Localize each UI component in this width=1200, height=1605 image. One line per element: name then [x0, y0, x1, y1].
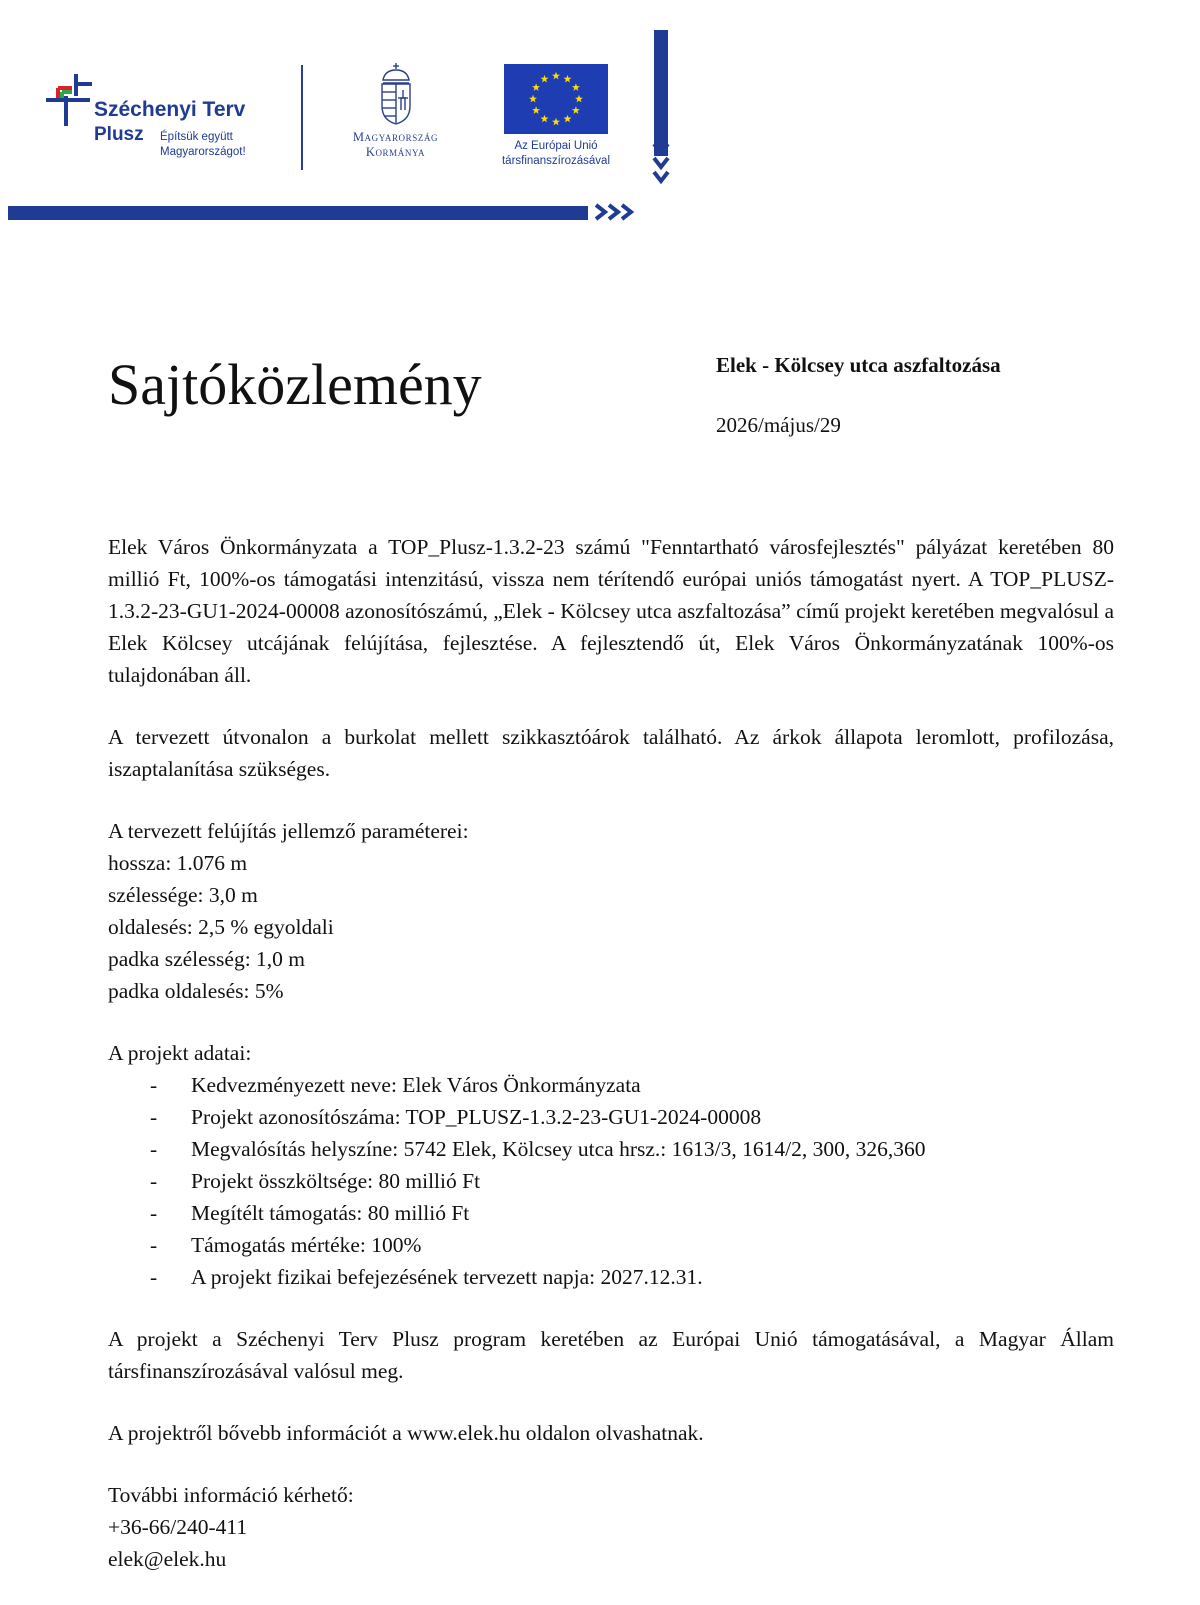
list-item-text: Kedvezményezett neve: Elek Város Önkormányzata — [191, 1073, 641, 1097]
list-item — [108, 1261, 1114, 1293]
government-logo-line2: Kormánya — [365, 145, 426, 159]
project-data-heading: A projekt adatai: — [108, 1041, 252, 1065]
list-item — [108, 1165, 1114, 1197]
document-title: Sajtóközlemény — [108, 352, 482, 417]
szechenyi-logo-slogan: Építsük együtt Magyarországot! — [160, 131, 246, 158]
parameters-heading: A tervezett felújítás jellemző paraméterei: — [108, 819, 469, 843]
document-body — [108, 531, 1114, 1605]
eu-logo — [476, 64, 636, 169]
coat-of-arms-icon — [377, 62, 415, 126]
contact-phone: +36-66/240-411 — [108, 1515, 248, 1539]
parameter-item: padka szélesség: 1,0 m — [108, 947, 306, 971]
header-banner — [0, 0, 680, 230]
bullet-dash: - — [150, 1137, 158, 1161]
program-paragraph: A projekt a Széchenyi Terv Plusz program keretében az Európai Unió támogatásával, a Magyar Állam társfinanszírozásával valósul meg. — [108, 1327, 1114, 1383]
szechenyi-logo-name: Széchenyi Terv — [94, 98, 246, 121]
list-item-text: Projekt azonosítószáma: TOP_PLUSZ-1.3.2-23-GU1-2024-00008 — [191, 1105, 762, 1129]
bullet-dash: - — [150, 1233, 158, 1257]
contact-email: elek@elek.hu — [108, 1547, 227, 1571]
bullet-dash: - — [150, 1169, 158, 1193]
chevrons-down-icon — [652, 140, 670, 202]
parameter-item: hossza: 1.076 m — [108, 851, 248, 875]
project-data-list — [108, 1069, 1114, 1293]
list-item — [108, 1197, 1114, 1229]
bullet-dash: - — [150, 1073, 158, 1097]
contact-section — [108, 1479, 1114, 1575]
logo-divider — [301, 65, 303, 170]
parameters-section — [108, 815, 1114, 1007]
szechenyi-terv-plusz-logo — [42, 72, 272, 162]
list-item-text: Megítélt támogatás: 80 millió Ft — [191, 1201, 470, 1225]
list-item-text: Projekt összköltsége: 80 millió Ft — [191, 1169, 481, 1193]
parameter-item: oldalesés: 2,5 % egyoldali — [108, 915, 334, 939]
chevrons-right-icon — [594, 203, 650, 221]
eu-logo-line1: Az Európai Unió — [514, 140, 598, 152]
contact-heading: További információ kérhető: — [108, 1483, 354, 1507]
intro-paragraph: Elek Város Önkormányzata a TOP_Plusz-1.3.2-23 számú "Fenntartható városfejlesztés" pályázat keretében 80 millió Ft, 100%-os támogatási intenzitású, vissza nem térítendő európai uniós támogatást nyert. A TOP_PLUSZ-1.3.2-23-GU1-2024-00008 azonosítószámú, „Elek - Kölcsey utca aszfaltozása” című projekt keretében megvalósul a Elek Kölcsey utcájának felújítása, fejlesztése. A fejlesztendő út, Elek Város Önkormányzatának 100%-os tulajdonában áll. — [108, 535, 1114, 687]
list-item — [108, 1229, 1114, 1261]
route-paragraph: A tervezett útvonalon a burkolat mellett szikkasztóárok található. Az árkok állapota leromlott, profilozása, iszaptalanítása szükséges. — [108, 725, 1114, 781]
list-item-text: A projekt fizikai befejezésének tervezett napja: 2027.12.31. — [191, 1265, 703, 1289]
list-item-text: Megvalósítás helyszíne: 5742 Elek, Kölcsey utca hrsz.: 1613/3, 1614/2, 300, 326,360 — [191, 1137, 926, 1161]
more-info-paragraph: A projektről bővebb információt a www.elek.hu oldalon olvashatnak. — [108, 1421, 704, 1445]
document-date: 2026/május/29 — [716, 413, 841, 437]
parameter-item: szélessége: 3,0 m — [108, 883, 258, 907]
banner-bottom-bar — [8, 206, 588, 220]
eu-logo-line2: társfinanszírozásával — [501, 155, 611, 167]
szechenyi-cross-icon — [42, 72, 94, 128]
szechenyi-logo-plusz: Plusz — [94, 124, 144, 145]
banner-side-bar — [654, 30, 668, 156]
bullet-dash: - — [150, 1265, 158, 1289]
project-title: Elek - Kölcsey utca aszfaltozása — [716, 353, 1001, 377]
list-item — [108, 1133, 1114, 1165]
eu-flag-icon — [504, 64, 608, 134]
bullet-dash: - — [150, 1105, 158, 1129]
list-item — [108, 1069, 1114, 1101]
parameter-item: padka oldalesés: 5% — [108, 979, 284, 1003]
project-data-section — [108, 1037, 1114, 1293]
list-item — [108, 1101, 1114, 1133]
bullet-dash: - — [150, 1201, 158, 1225]
government-logo-line1: Magyarország — [352, 130, 439, 144]
hungarian-government-logo — [328, 62, 463, 160]
list-item-text: Támogatás mértéke: 100% — [191, 1233, 422, 1257]
